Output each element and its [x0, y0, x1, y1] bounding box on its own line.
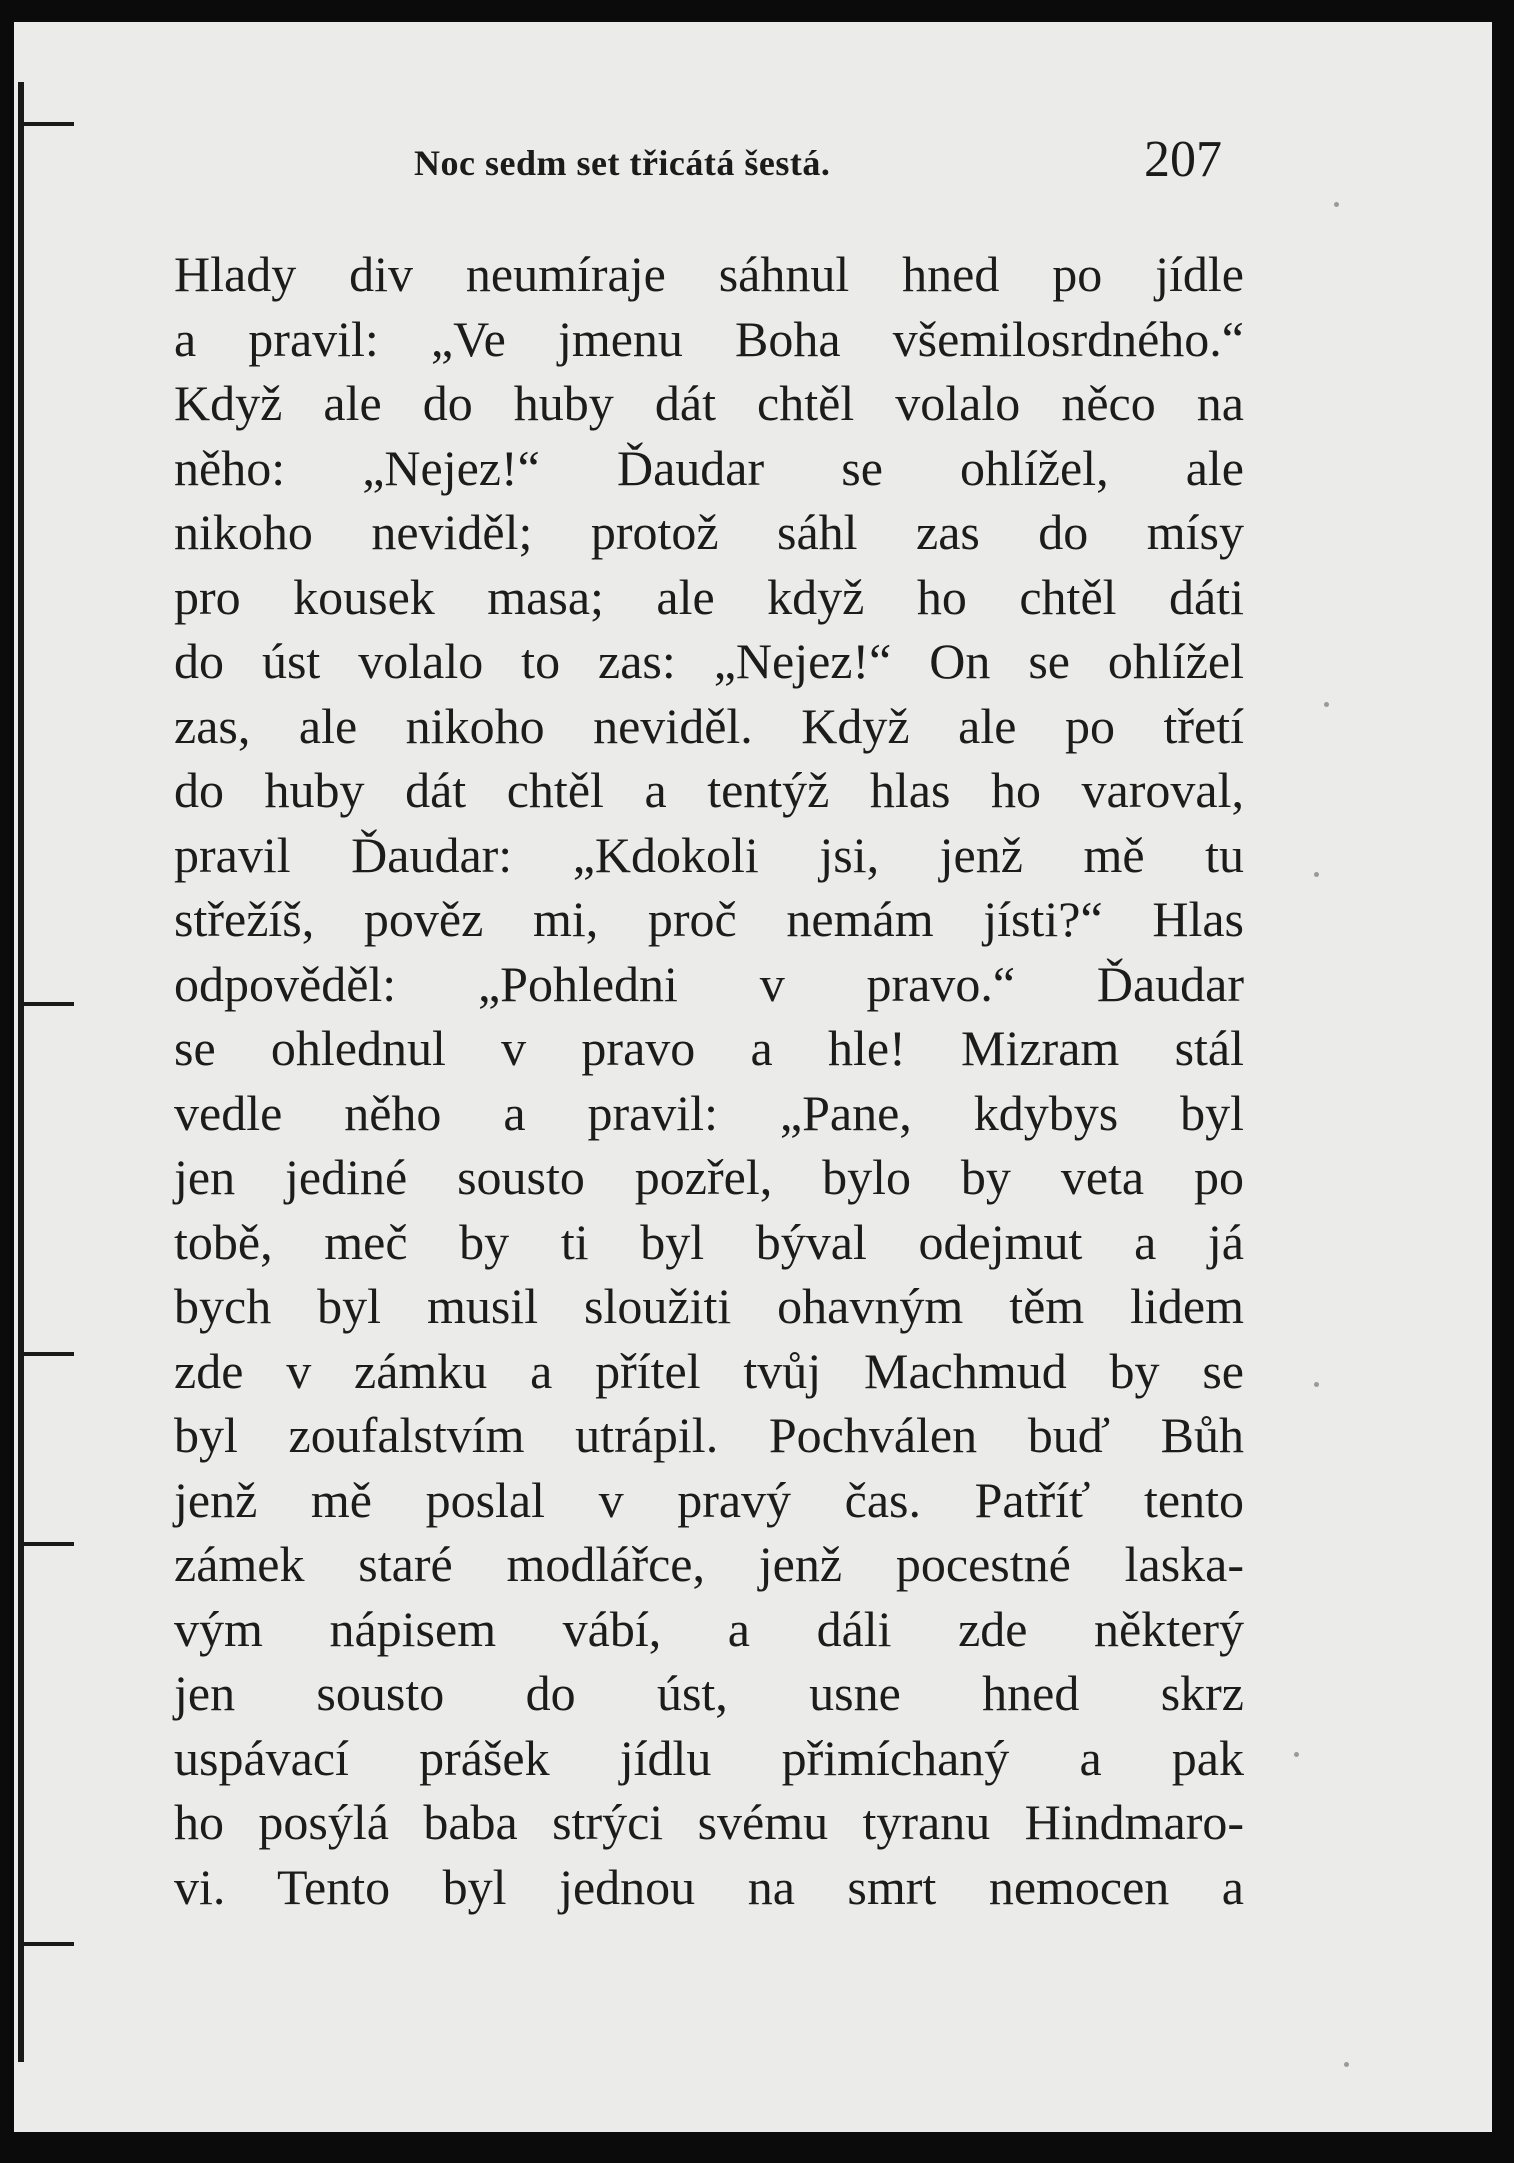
- text-line: do huby dát chtěl a tentýž hlas ho varoval,: [174, 762, 1244, 818]
- page-number: 207: [1144, 131, 1222, 188]
- text-line: jen sousto do úst, usne hned skrz: [174, 1665, 1244, 1721]
- text-line: zámek staré modlářce, jenž pocestné laska-: [174, 1536, 1244, 1592]
- text-line: pravil Ďaudar: „Kdokoli jsi, jenž mě tu: [174, 826, 1244, 883]
- text-line: bych byl musil sloužiti ohavným těm lidem: [174, 1278, 1244, 1334]
- text-line: vedle něho a pravil: „Pane, kdybys byl: [174, 1084, 1244, 1141]
- text-line: zde v zámku a přítel tvůj Machmud by se: [174, 1342, 1244, 1399]
- text-line: se ohlednul v pravo a hle! Mizram stál: [174, 1020, 1244, 1076]
- book-page: [14, 22, 1492, 2132]
- body-text: [174, 242, 1244, 1919]
- paper-speck: [1334, 202, 1339, 207]
- text-line: vým nápisem vábí, a dáli zde některý: [174, 1600, 1244, 1657]
- text-line: Když ale do huby dát chtěl volalo něco na: [174, 375, 1244, 431]
- text-line: tobě, meč by ti byl býval odejmut a já: [174, 1213, 1244, 1270]
- paper-speck: [1314, 872, 1319, 877]
- text-line: zas, ale nikoho neviděl. Když ale po třetí: [174, 697, 1244, 754]
- paper-speck: [1314, 1382, 1319, 1387]
- spine-mark: [18, 1352, 74, 1356]
- running-header-title: Noc sedm set třicátá šestá.: [414, 143, 831, 183]
- paper-speck: [1294, 1752, 1299, 1757]
- spine-mark: [18, 1942, 74, 1946]
- paper-speck: [1344, 2062, 1349, 2067]
- text-line: Hlady div neumíraje sáhnul hned po jídle: [174, 246, 1244, 302]
- text-line: nikoho neviděl; protož sáhl zas do mísy: [174, 504, 1244, 560]
- spine-mark: [18, 1542, 74, 1546]
- spine-mark: [18, 122, 74, 126]
- text-line: jen jediné sousto pozřel, bylo by veta po: [174, 1149, 1244, 1205]
- text-line: vi. Tento byl jednou na smrt nemocen a: [174, 1858, 1244, 1915]
- text-line: střežíš, pověz mi, proč nemám jísti?“ Hlas: [174, 891, 1244, 947]
- text-line: jenž mě poslal v pravý čas. Patříť tento: [174, 1471, 1244, 1528]
- page-spine-edge: [18, 82, 24, 2062]
- text-line: uspávací prášek jídlu přimíchaný a pak: [174, 1729, 1244, 1786]
- paper-speck: [1324, 702, 1329, 707]
- text-line: byl zoufalstvím utrápil. Pochválen buď Bůh: [174, 1407, 1244, 1463]
- text-line: a pravil: „Ve jmenu Boha všemilosrdného.“: [174, 310, 1244, 367]
- text-line: do úst volalo to zas: „Nejez!“ On se ohlížel: [174, 633, 1244, 689]
- spine-mark: [18, 1002, 74, 1006]
- text-line: pro kousek masa; ale když ho chtěl dáti: [174, 568, 1244, 625]
- text-line: ho posýlá baba strýci svému tyranu Hindmaro-: [174, 1794, 1244, 1850]
- text-line: odpověděl: „Pohledni v pravo.“ Ďaudar: [174, 955, 1244, 1012]
- text-line: něho: „Nejez!“ Ďaudar se ohlížel, ale: [174, 439, 1244, 496]
